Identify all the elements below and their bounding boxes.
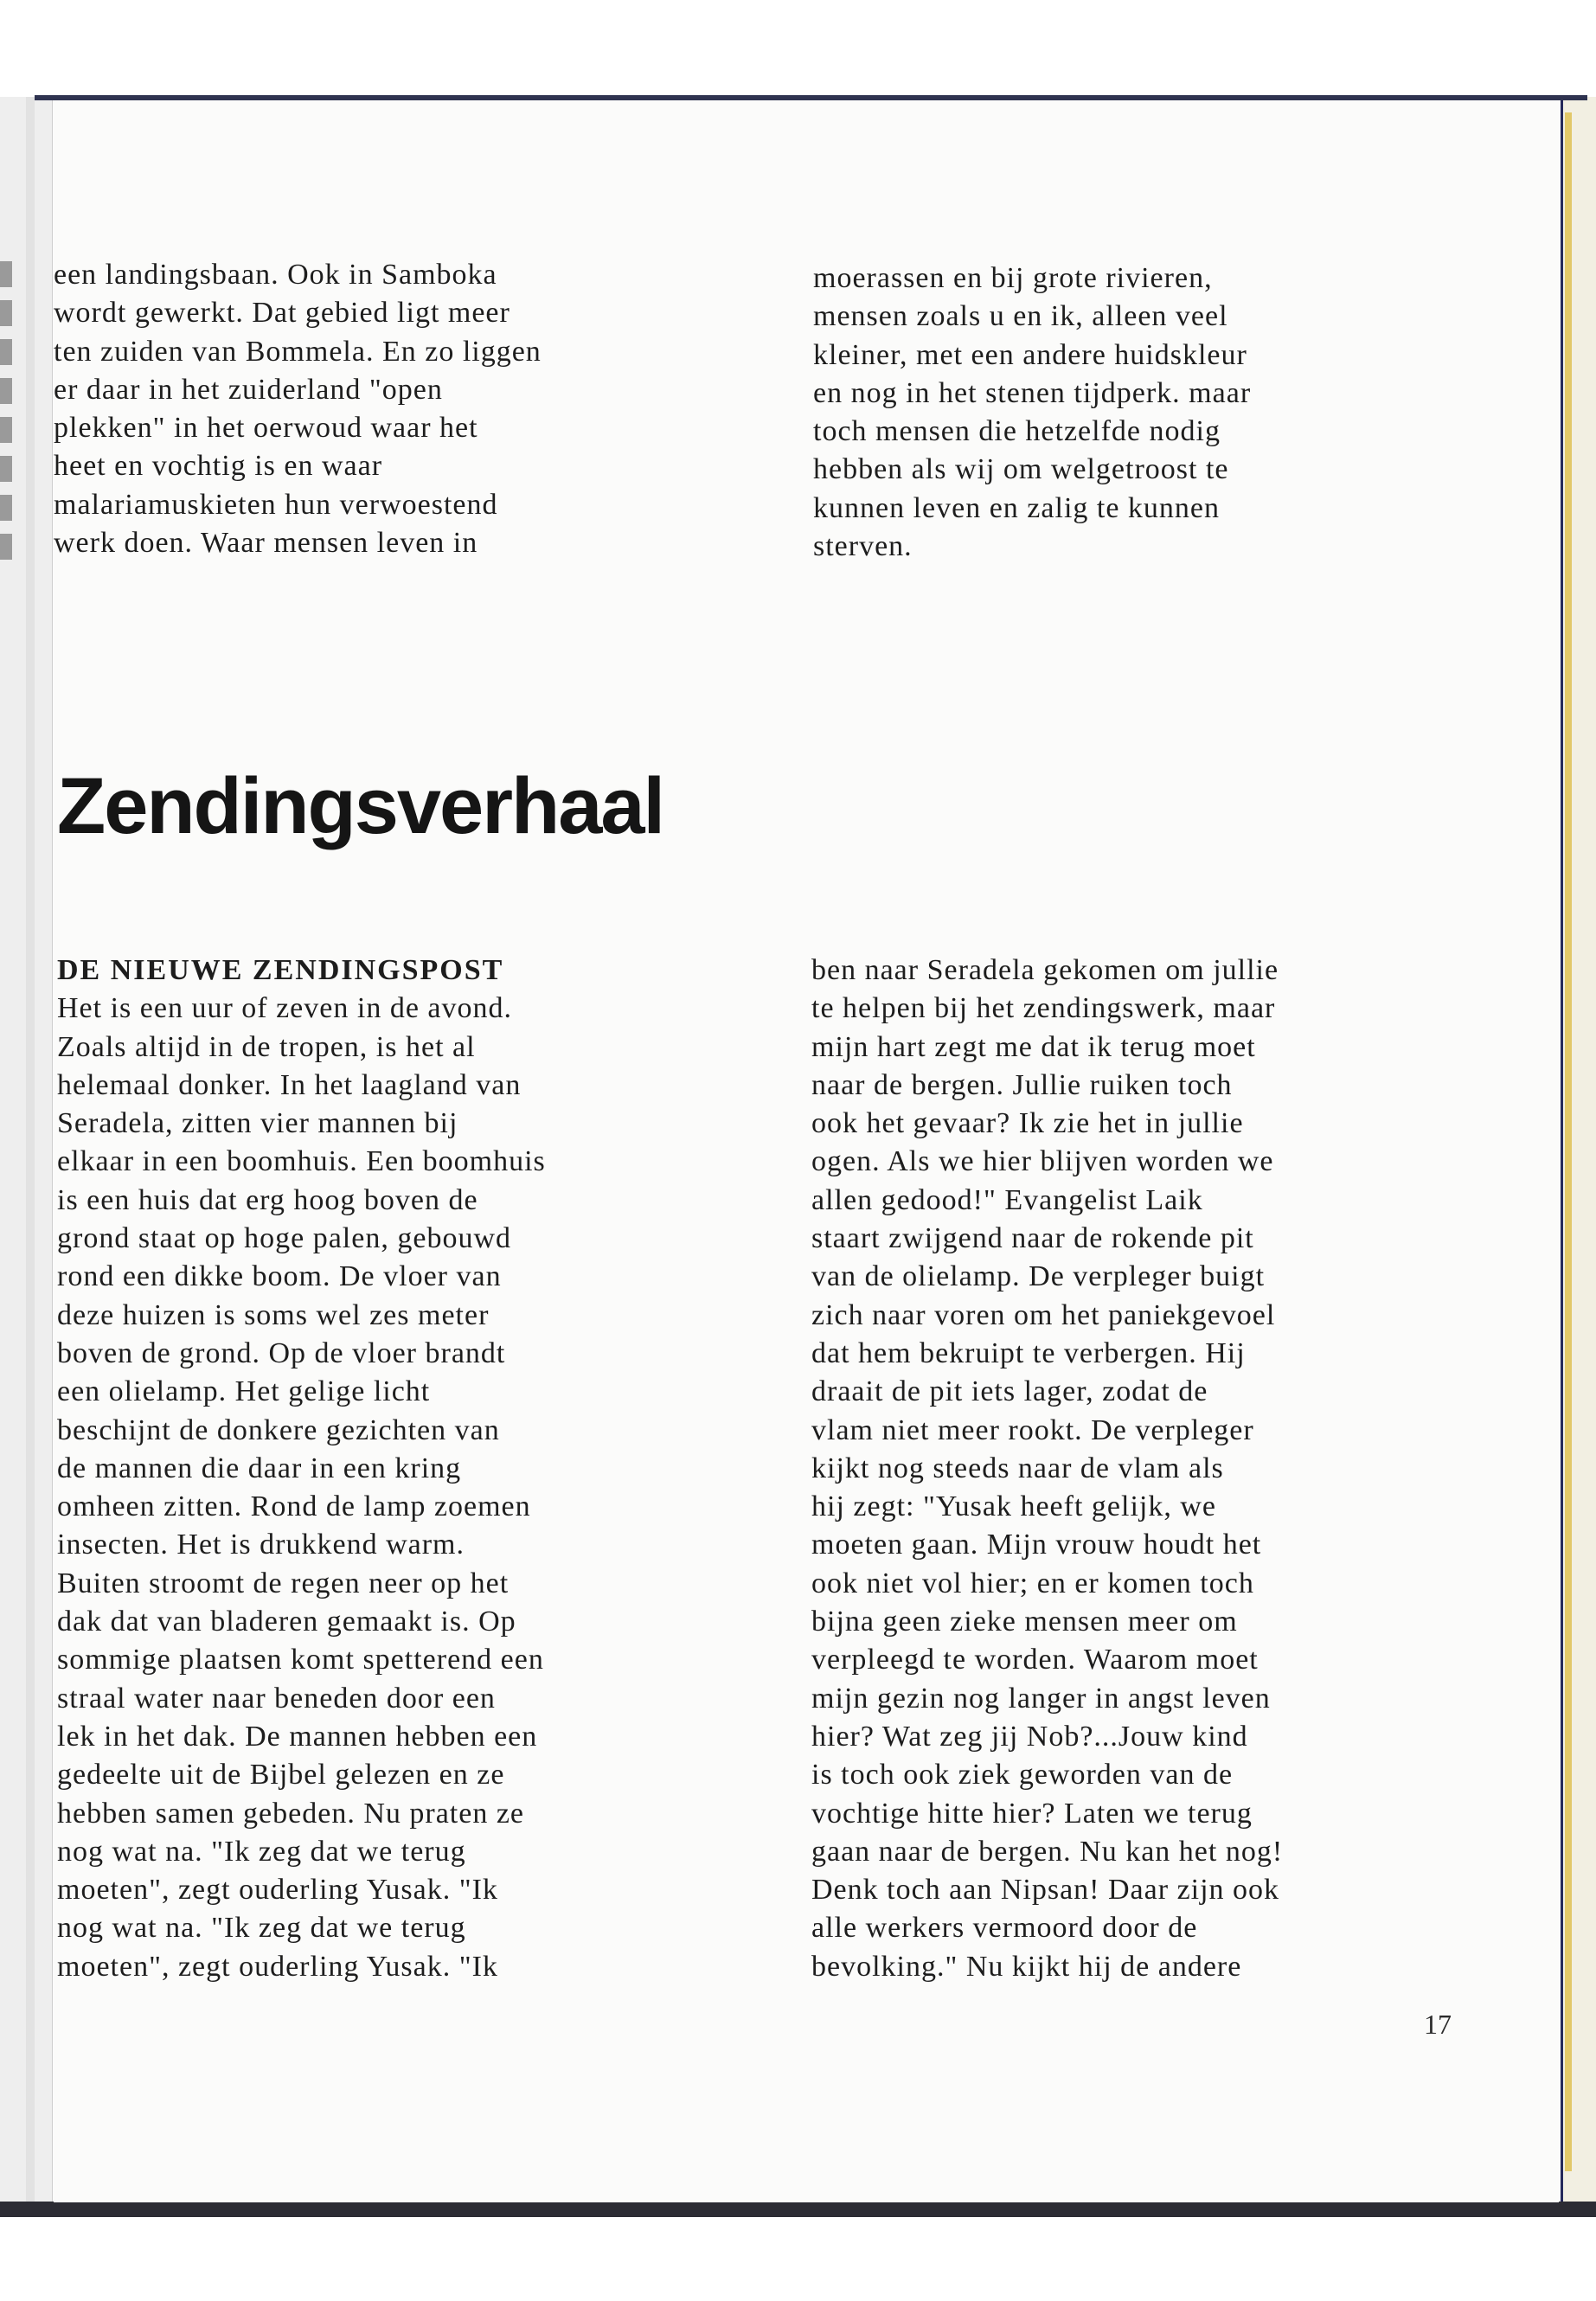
text-line: Het is een uur of zeven in de avond. (57, 992, 512, 1025)
text-line: verpleegd te worden. Waarom moet (811, 1644, 1259, 1676)
text-line: mijn gezin nog langer in angst leven (811, 1682, 1271, 1715)
text-line: deze huizen is soms wel zes meter (57, 1298, 490, 1331)
text-line: bevolking." Nu kijkt hij de andere (811, 1950, 1242, 1983)
top-left-column (54, 256, 542, 562)
text-line: rond een dikke boom. De vloer van (57, 1260, 502, 1293)
page-edge-shading (1565, 112, 1572, 2171)
text-line: straal water naar beneden door een (57, 1682, 496, 1715)
subheading: DE NIEUWE ZENDINGSPOST (57, 954, 504, 986)
text-line: lek in het dak. De mannen hebben een (57, 1720, 538, 1753)
text-line: vlam niet meer rookt. De verpleger (811, 1413, 1254, 1446)
text-line: moerassen en bij grote rivieren, (813, 262, 1213, 294)
text-line: sterven. (813, 530, 913, 563)
text-line: en nog in het stenen tijdperk. maar (813, 376, 1252, 409)
text-line: allen gedood!" Evangelist Laik (811, 1183, 1203, 1216)
text-line: moeten", zegt ouderling Yusak. "Ik (57, 1874, 498, 1907)
text-line: nog wat na. "Ik zeg dat we terug (57, 1912, 466, 1945)
text-line: werk doen. Waar mensen leven in (54, 527, 478, 560)
text-line: elkaar in een boomhuis. Een boomhuis (57, 1145, 546, 1178)
text-line: dak dat van bladeren gemaakt is. Op (57, 1606, 516, 1638)
text-line: mijn hart zegt me dat ik terug moet (811, 1030, 1256, 1063)
text-line: hij zegt: "Yusak heeft gelijk, we (811, 1490, 1216, 1523)
section-heading: Zendingsverhaal (57, 762, 664, 850)
text-line: een olielamp. Het gelige licht (57, 1375, 431, 1408)
text-line: naar de bergen. Jullie ruiken toch (811, 1068, 1233, 1101)
text-line: ook het gevaar? Ik zie het in jullie (811, 1107, 1244, 1140)
text-line: alle werkers vermoord door de (811, 1912, 1198, 1945)
text-line: ogen. Als we hier blijven worden we (811, 1145, 1274, 1178)
text-line: kijkt nog steeds naar de vlam als (811, 1452, 1224, 1484)
book-cover-bottom (0, 2202, 1596, 2217)
text-line: staart zwijgend naar de rokende pit (811, 1222, 1254, 1255)
edge-mark (0, 300, 12, 326)
text-line: is een huis dat erg hoog boven de (57, 1183, 478, 1216)
text-line: mensen zoals u en ik, alleen veel (813, 300, 1228, 333)
edge-mark (0, 339, 12, 365)
text-line: boven de grond. Op de vloer brandt (57, 1336, 506, 1369)
text-line: hebben als wij om welgetroost te (813, 453, 1229, 486)
edge-mark (0, 534, 12, 560)
text-line: een landingsbaan. Ook in Samboka (54, 259, 497, 291)
text-line: zich naar voren om het paniekgevoel (811, 1298, 1276, 1331)
text-line: dat hem bekruipt te verbergen. Hij (811, 1336, 1246, 1369)
text-line: grond staat op hoge palen, gebouwd (57, 1222, 511, 1255)
edge-mark (0, 456, 12, 482)
text-line: beschijnt de donkere gezichten van (57, 1413, 500, 1446)
text-line: Zoals altijd in de tropen, is het al (57, 1030, 476, 1063)
text-line: ook niet vol hier; en er komen toch (811, 1567, 1254, 1599)
text-line: heet en vochtig is en waar (54, 450, 383, 483)
bottom-left-column (57, 952, 546, 1986)
bottom-right-column (811, 952, 1283, 1986)
text-line: hier? Wat zeg jij Nob?...Jouw kind (811, 1720, 1248, 1753)
text-line: malariamuskieten hun verwoestend (54, 488, 498, 521)
edge-mark (0, 495, 12, 521)
text-line: Buiten stroomt de regen neer op het (57, 1567, 510, 1599)
edge-mark (0, 378, 12, 404)
text-line: plekken" in het oerwoud waar het (54, 412, 478, 445)
text-line: moeten gaan. Mijn vrouw houdt het (811, 1529, 1262, 1561)
edge-mark (0, 417, 12, 443)
text-line: insecten. Het is drukkend warm. (57, 1529, 465, 1561)
text-line: er daar in het zuiderland "open (54, 373, 443, 406)
text-line: vochtige hitte hier? Laten we terug (811, 1797, 1253, 1830)
edge-mark (0, 261, 12, 287)
text-line: van de olielamp. De verpleger buigt (811, 1260, 1266, 1293)
text-line: hebben samen gebeden. Nu praten ze (57, 1797, 524, 1830)
text-line: helemaal donker. In het laagland van (57, 1068, 522, 1101)
page-gutter (26, 97, 35, 2225)
text-line: ben naar Seradela gekomen om jullie (811, 954, 1279, 986)
scan-bottom-margin (0, 2217, 1596, 2301)
text-line: bijna geen zieke mensen meer om (811, 1606, 1238, 1638)
scan-top-margin (0, 0, 1596, 97)
text-line: is toch ook ziek geworden van de (811, 1759, 1234, 1791)
text-line: sommige plaatsen komt spetterend een (57, 1644, 544, 1676)
text-line: de mannen die daar in een kring (57, 1452, 462, 1484)
text-line: moeten", zegt ouderling Yusak. "Ik (57, 1950, 498, 1983)
text-line: Denk toch aan Nipsan! Daar zijn ook (811, 1874, 1280, 1907)
text-line: wordt gewerkt. Dat gebied ligt meer (54, 297, 510, 330)
text-line: Seradela, zitten vier mannen bij (57, 1107, 458, 1140)
text-line: ten zuiden van Bommela. En zo liggen (54, 335, 542, 368)
text-line: omheen zitten. Rond de lamp zoemen (57, 1490, 531, 1523)
text-line: gedeelte uit de Bijbel gelezen en ze (57, 1759, 505, 1791)
page-number: 17 (1424, 2009, 1452, 2040)
text-line: draait de pit iets lager, zodat de (811, 1375, 1208, 1408)
text-line: te helpen bij het zendingswerk, maar (811, 992, 1276, 1025)
text-line: gaan naar de bergen. Nu kan het nog! (811, 1835, 1284, 1868)
text-line: toch mensen die hetzelfde nodig (813, 415, 1221, 448)
text-line: kunnen leven en zalig te kunnen (813, 491, 1221, 524)
text-line: kleiner, met een andere huidskleur (813, 338, 1247, 371)
text-line: nog wat na. "Ik zeg dat we terug (57, 1835, 466, 1868)
top-right-column (813, 260, 1251, 566)
